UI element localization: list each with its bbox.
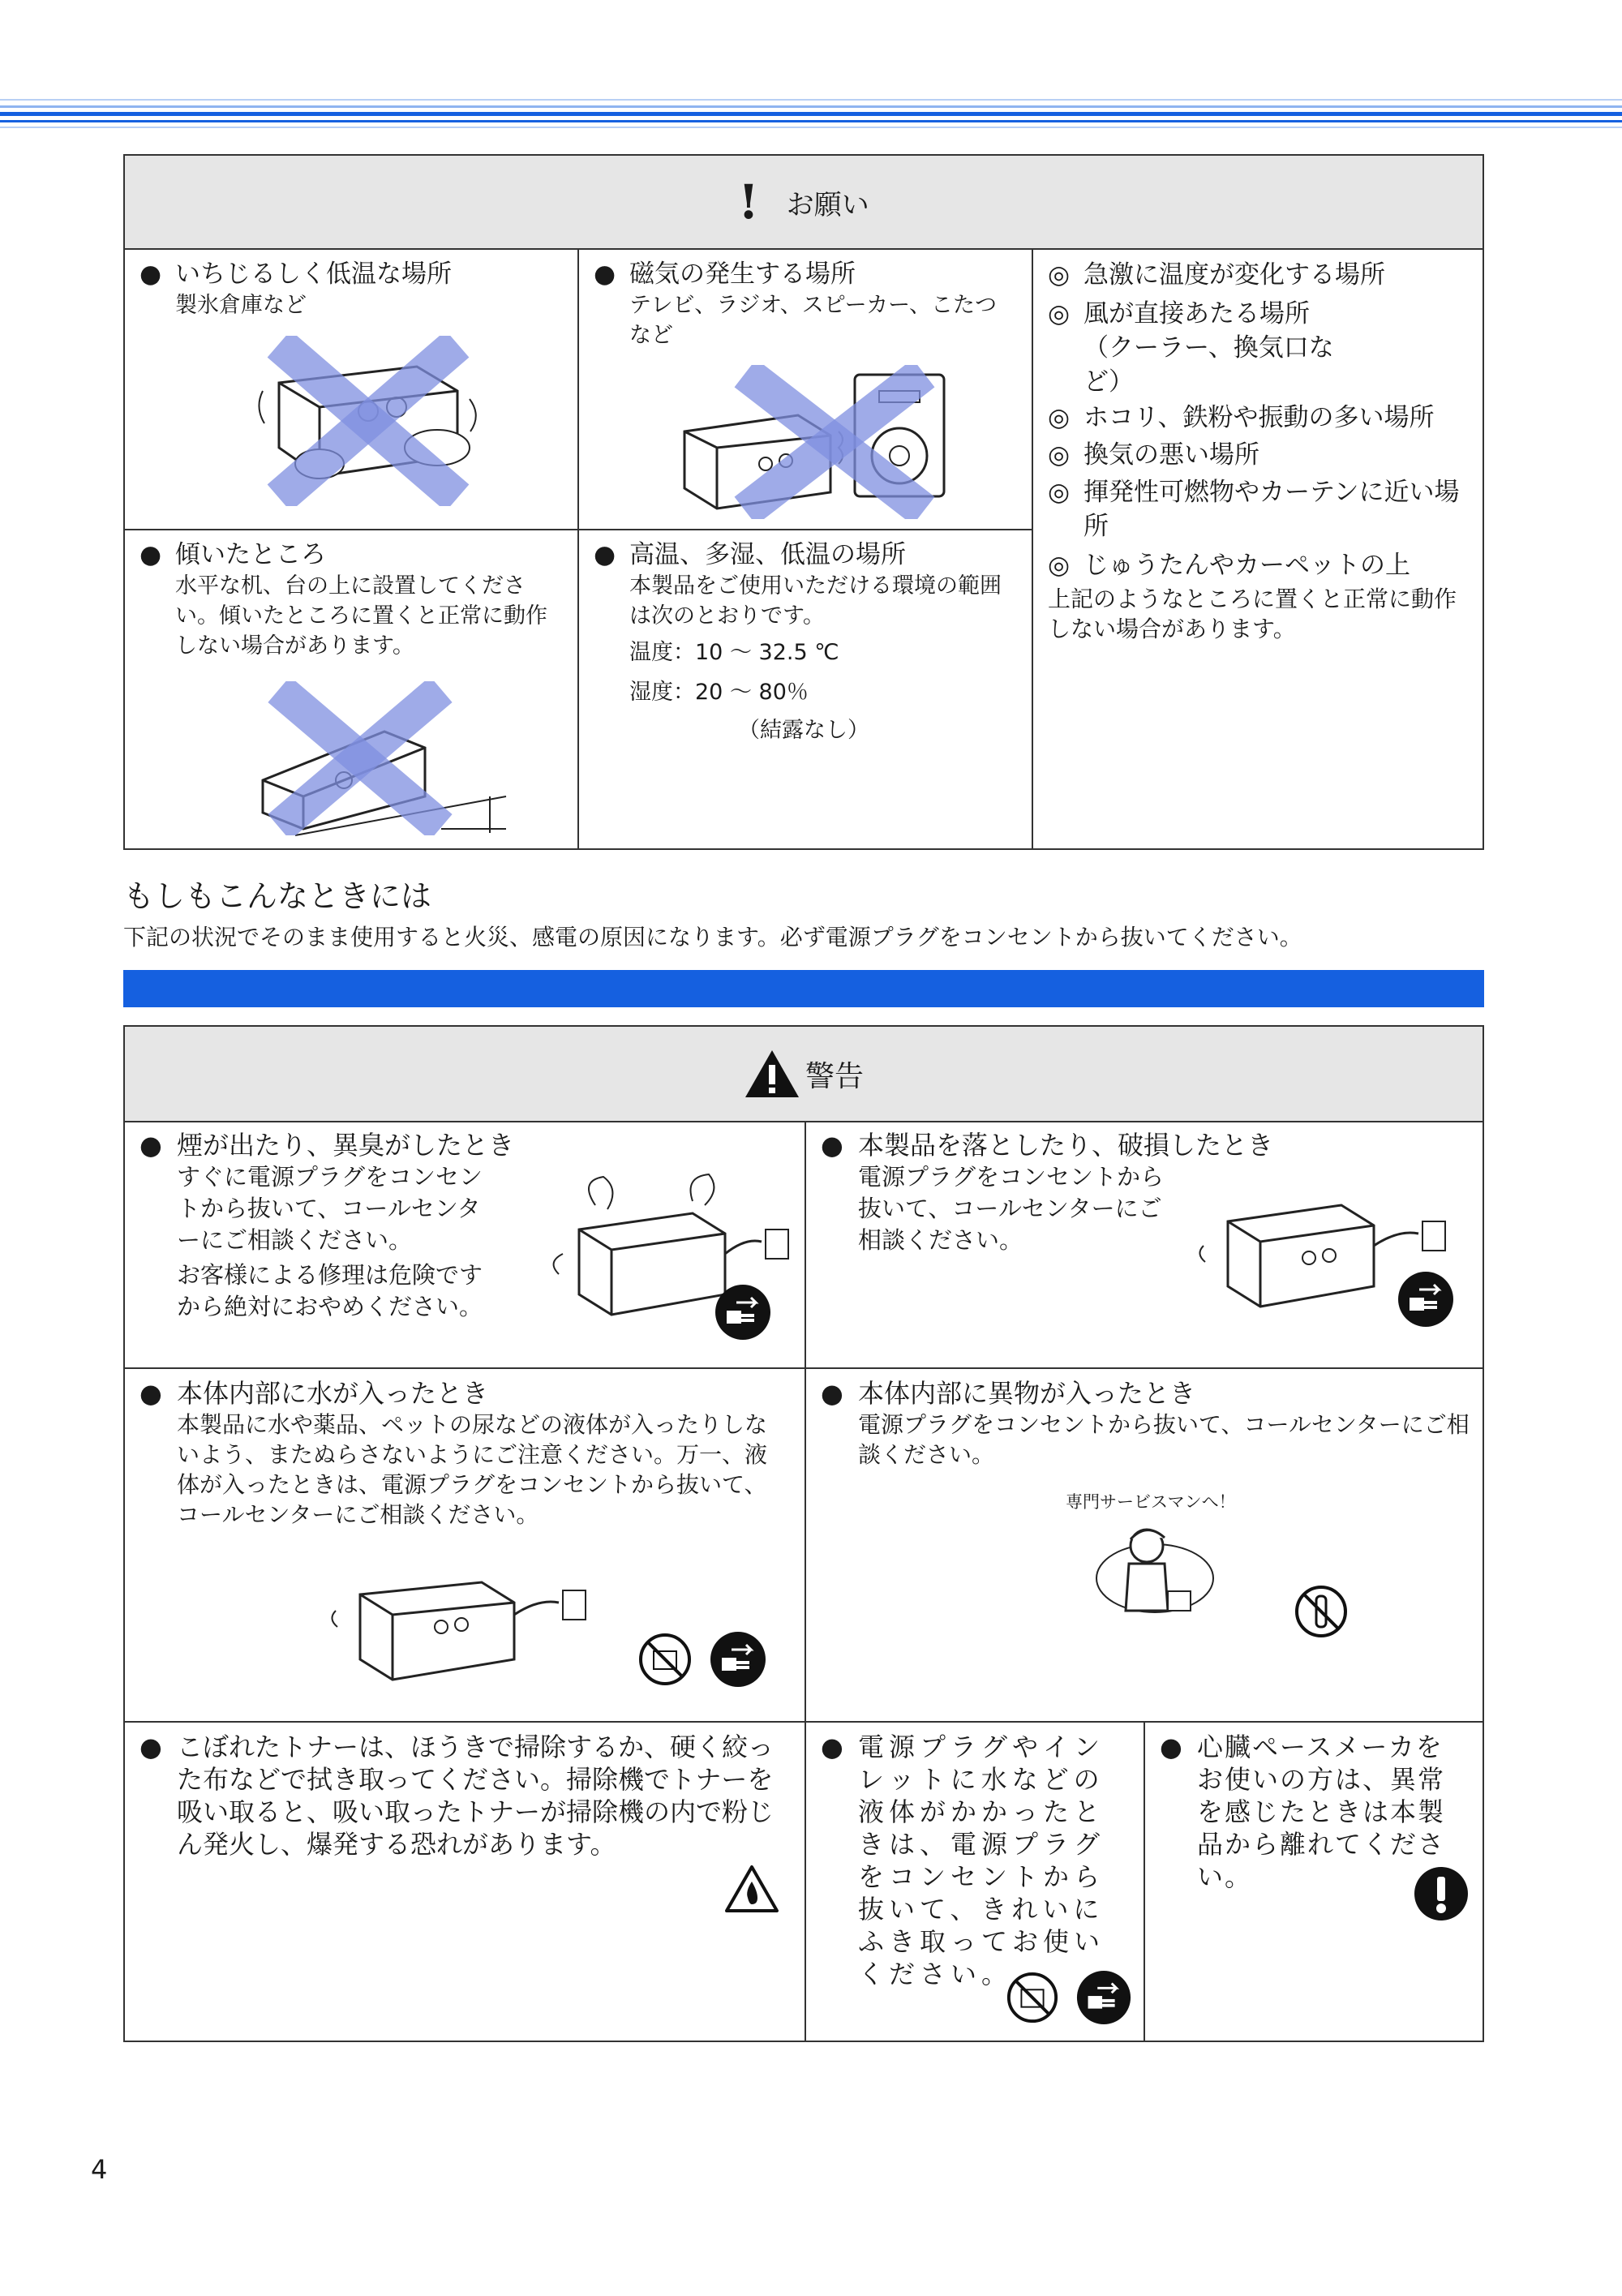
- divider: [125, 1721, 1484, 1723]
- section-bar: [123, 970, 1484, 1007]
- bullet-icon: ●: [139, 540, 162, 569]
- bullet-icon: ●: [821, 1130, 843, 1161]
- divider: [1032, 248, 1033, 850]
- bullet-icon: ●: [821, 1732, 843, 1762]
- warning-triangle-icon: [744, 1049, 800, 1099]
- bullet-icon: ●: [139, 1732, 162, 1762]
- humidity-range: 湿度：20 ～ 80％: [629, 680, 809, 705]
- list-item-text: 風が直接あたる場所（クーラー、換気口など）: [1083, 299, 1334, 397]
- divider: [1144, 1721, 1145, 2042]
- cell-text: 電源プラグをコンセントから抜いて、コールセンターにご相談ください。: [858, 1163, 1165, 1254]
- bullet-icon: ●: [594, 260, 616, 289]
- section-subtitle: 下記の状況でそのまま使用すると火災、感電の原因になります。必ず電源プラグをコンセントから抜いてください。: [123, 924, 1302, 951]
- unplug-icon: [1397, 1270, 1455, 1328]
- list-item-text: 急激に温度が変化する場所: [1083, 260, 1385, 290]
- unplug-icon: [1075, 1969, 1132, 2026]
- double-circle-icon: ◎: [1048, 299, 1071, 328]
- warning-cell-water: [139, 1377, 796, 1530]
- bullet-icon: ●: [594, 540, 616, 569]
- divider: [125, 529, 1032, 530]
- no-disassembly-icon: [1293, 1583, 1350, 1640]
- bullet-icon: ●: [139, 1130, 162, 1161]
- no-water-icon: [1006, 1971, 1059, 2024]
- cell-heading: 高温、多湿、低温の場所: [629, 540, 906, 569]
- bullet-icon: ●: [139, 260, 162, 289]
- list-item-text: 換気の悪い場所: [1083, 440, 1259, 470]
- double-circle-icon: ◎: [1048, 551, 1071, 580]
- cell-heading: 磁気の発生する場所: [629, 260, 856, 289]
- exclamation-icon: !: [738, 174, 759, 230]
- prohibited-cross-icon: [263, 336, 474, 506]
- no-water-icon: [637, 1632, 693, 1687]
- prohibited-cross-icon: [267, 681, 453, 835]
- list-note: 上記のようなところに置くと正常に動作しない場合があります。: [1048, 586, 1457, 642]
- unplug-icon: [714, 1283, 772, 1341]
- cell-text: 本製品をご使用いただける環境の範囲は次のとおりです。: [629, 573, 1002, 629]
- bullet-icon: ●: [1160, 1732, 1182, 1762]
- cell-text: 本製品に水や薬品、ペットの尿などの液体が入ったりしないよう、またぬらさないようにご注意ください。万一、液体が入ったときは、電源プラグをコンセントから抜いて、コールセンターにご相談ください。: [177, 1411, 768, 1528]
- double-circle-icon: ◎: [1048, 403, 1071, 432]
- prohibited-cross-icon: [729, 365, 940, 519]
- header-rule-lines: [0, 0, 1622, 130]
- caution-header: [125, 156, 1483, 250]
- double-circle-icon: ◎: [1048, 260, 1071, 290]
- cell-text: 水平な机、台の上に設置してください。傾いたところに置くと正常に動作しない場合があります。: [175, 573, 547, 659]
- bullet-icon: ●: [821, 1378, 843, 1409]
- caution-title: お願い: [786, 188, 869, 221]
- cell-heading: こぼれたトナーは、ほうきで掃除するか、硬く絞った布などで拭き取ってください。掃除機でトナーを吸い取ると、吸い取ったトナーが掃除機の内で粉じん発火し、爆発する恐れがあります。: [177, 1732, 775, 1860]
- service-caption: 専門サービスマンへ！: [1066, 1492, 1236, 1512]
- warning-header: [125, 1027, 1483, 1122]
- cell-heading: 本体内部に水が入ったとき: [177, 1378, 489, 1409]
- humidity-note: （結露なし）: [738, 718, 869, 743]
- printer-water-illustration: [328, 1546, 595, 1700]
- cell-text: 製氷倉庫など: [175, 293, 307, 318]
- cell-heading: 本体内部に異物が入ったとき: [858, 1378, 1196, 1409]
- temperature-range: 温度：10 ～ 32.5 ℃: [629, 640, 839, 665]
- caution-cell-environment: [594, 539, 1023, 745]
- cell-heading: 傾いたところ: [175, 540, 326, 569]
- cell-text: すぐに電源プラグをコンセントから抜いて、コールセンターにご相談ください。: [177, 1163, 483, 1254]
- service-man-illustration: [1090, 1513, 1220, 1635]
- list-item-text: じゅうたんやカーペットの上: [1083, 551, 1410, 580]
- double-circle-icon: ◎: [1048, 478, 1071, 507]
- cell-heading: 本製品を落としたり、破損したとき: [858, 1130, 1274, 1161]
- cell-text: テレビ、ラジオ、スピーカー、こたつなど: [629, 293, 998, 348]
- page-number: 4: [91, 2154, 108, 2185]
- caution-cell-magnetic: [594, 258, 1023, 350]
- warning-cell-foreign-object: [821, 1377, 1478, 1470]
- bullet-icon: ●: [139, 1378, 162, 1409]
- caution-cell-tilted: [139, 539, 569, 661]
- mandatory-exclamation-icon: [1413, 1865, 1470, 1922]
- cell-heading: 煙が出たり、異臭がしたとき: [177, 1130, 515, 1161]
- warning-title: 警告: [805, 1059, 864, 1093]
- divider: [577, 248, 579, 850]
- cell-text: お客様による修理は危険ですから絶対におやめください。: [177, 1261, 483, 1320]
- cell-heading: 電源プラグやインレットに水などの液体がかかったときは、電源プラグをコンセントから抜いて、きれいにふき取ってお使いください。: [858, 1732, 1105, 1989]
- caution-list: [1048, 256, 1473, 644]
- cell-heading: いちじるしく低温な場所: [175, 260, 452, 289]
- list-item-text: 揮発性可燃物やカーテンに近い場所: [1083, 478, 1460, 541]
- warning-cell-plug-water: [821, 1731, 1139, 1990]
- divider: [805, 1121, 806, 2042]
- fire-warning-icon: [723, 1864, 780, 1914]
- unplug-icon: [709, 1630, 767, 1689]
- warning-box: [123, 1025, 1484, 2042]
- cell-text: 電源プラグをコンセントから抜いて、コールセンターにご相談ください。: [858, 1411, 1470, 1468]
- caution-box: [123, 154, 1484, 850]
- list-item-text: ホコリ、鉄粉や振動の多い場所: [1083, 403, 1435, 432]
- cell-heading: 心臓ペースメーカをお使いの方は、異常を感じたときは本製品から離れてください。: [1197, 1732, 1446, 1892]
- caution-cell-low-temp: [139, 258, 569, 320]
- section-title: もしもこんなときには: [123, 878, 432, 914]
- divider: [125, 1367, 1484, 1369]
- double-circle-icon: ◎: [1048, 440, 1071, 470]
- warning-cell-toner: [139, 1731, 796, 1860]
